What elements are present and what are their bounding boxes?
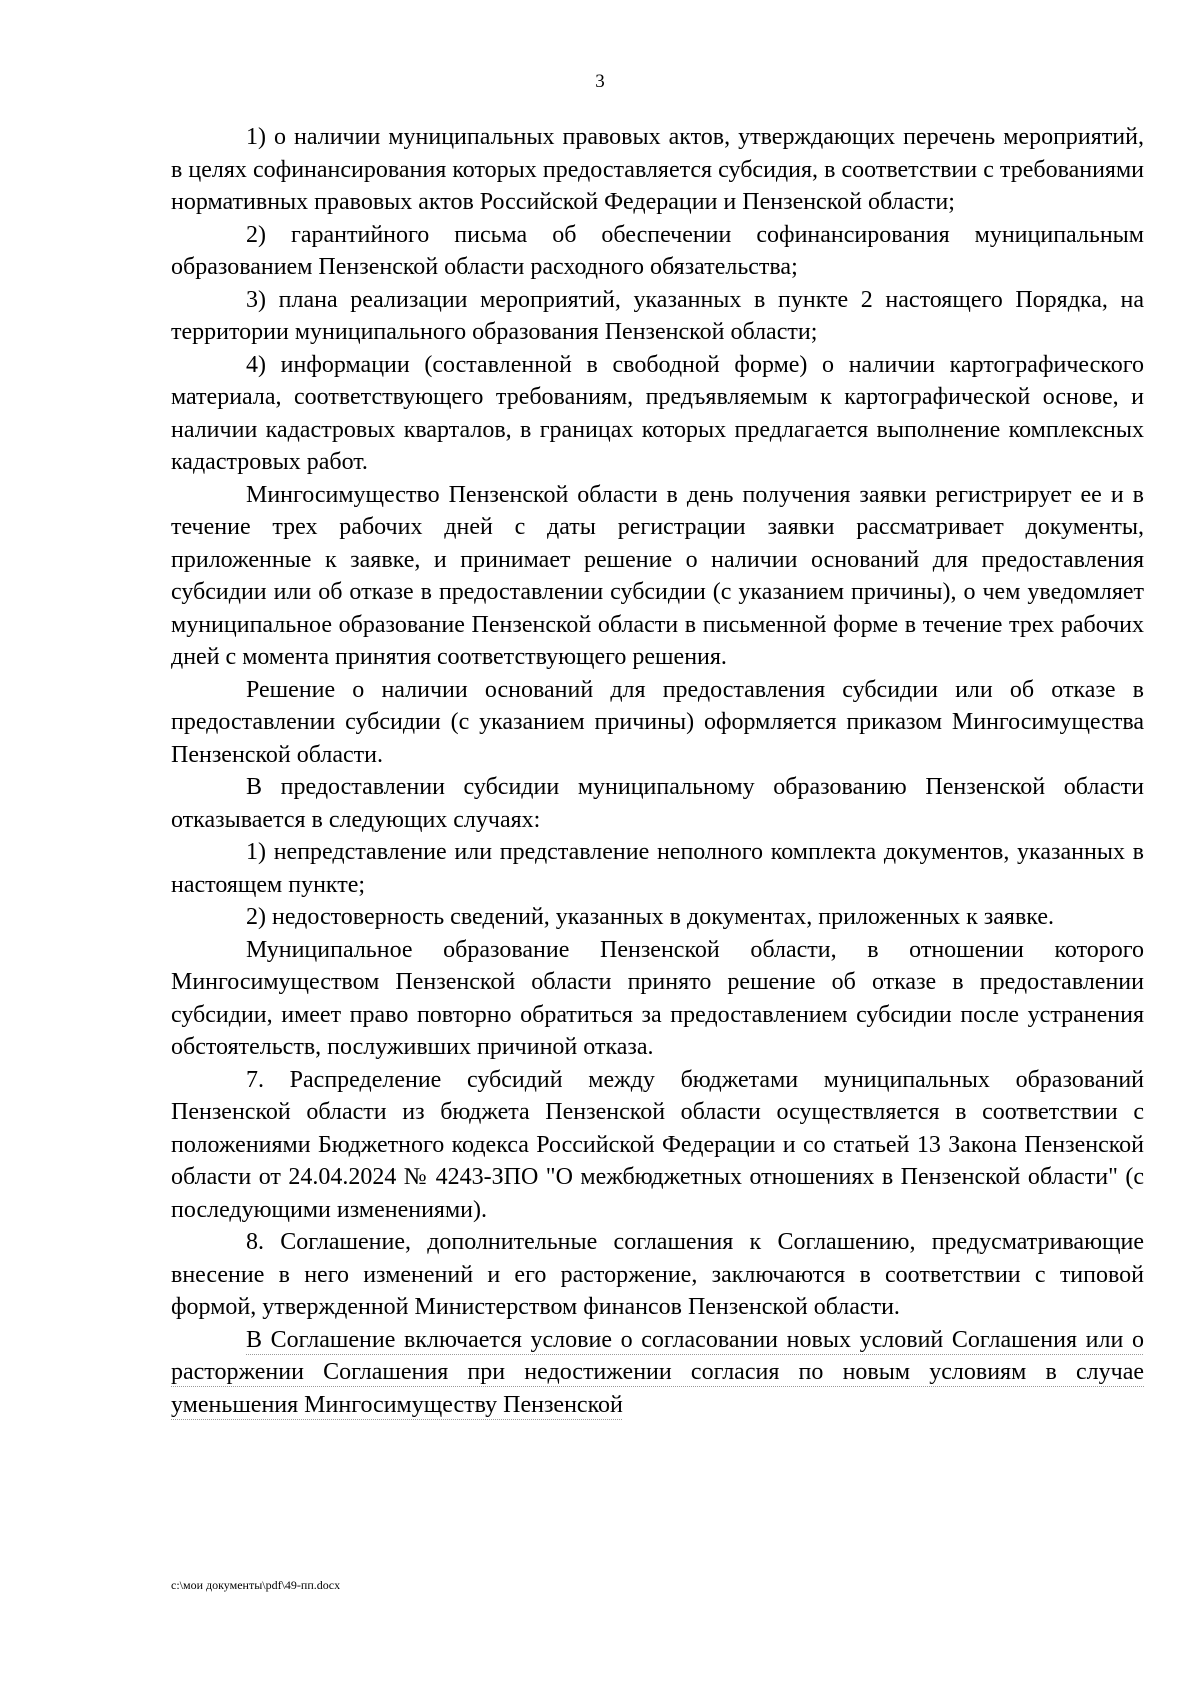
- page-number: 3: [595, 71, 605, 92]
- paragraph-agreement-conditions: В Соглашение включается условие о согласовании новых условий Соглашения или о расторжении Соглашения при недостижении согласия по новым условиям в случае уменьшения Мингосимуществу Пензенской: [171, 1326, 1144, 1418]
- paragraph-refusal-1: 1) непредставление или представление неполного комплекта документов, указанных в настоящем пункте;: [171, 839, 1144, 898]
- footer-file-path: c:\мои документы\pdf\49-пп.docx: [171, 1578, 341, 1592]
- paragraph-registration: Мингосимущество Пензенской области в день получения заявки регистрирует ее и в течение трех рабочих дней с даты регистрации заявки рассматривает документы, приложенные к заявке, и принимает решение о наличии оснований для предоставления субсидии или об отказе в предоставлении субсидии (с указанием причины), о чем уведомляет муниципальное образование Пензенской области в письменной форме в течение трех рабочих дней с момента принятия соответствующего решения.: [171, 481, 1144, 670]
- paragraph-item-4: 4) информации (составленной в свободной форме) о наличии картографического материала, соответствующего требованиям, предъявляемым к картографической основе, и наличии кадастровых кварталов, в границах которых предлагается выполнение комплексных кадастровых работ.: [171, 351, 1144, 475]
- paragraph-refusal-cases: В предоставлении субсидии муниципальному образованию Пензенской области отказывается в следующих случаях:: [171, 774, 1144, 833]
- document-body: [171, 121, 1144, 1421]
- paragraph-section-8: 8. Соглашение, дополнительные соглашения к Соглашению, предусматривающие внесение в него изменений и его расторжение, заключаются в соответствии с типовой формой, утвержденной Министерством финансов Пензенской области.: [171, 1229, 1144, 1320]
- paragraph-refusal-2: 2) недостоверность сведений, указанных в документах, приложенных к заявке.: [246, 904, 1054, 930]
- paragraph-reapply: Муниципальное образование Пензенской области, в отношении которого Мингосимуществом Пензенской области принято решение об отказе в предоставлении субсидии, имеет право повторно обратиться за предоставлением субсидии после устранения обстоятельств, послуживших причиной отказа.: [171, 936, 1144, 1060]
- paragraph-decision: Решение о наличии оснований для предоставления субсидии или об отказе в предоставлении субсидии (с указанием причины) оформляется приказом Мингосимущества Пензенской области.: [171, 676, 1144, 768]
- paragraph-item-3: 3) плана реализации мероприятий, указанных в пункте 2 настоящего Порядка, на территории муниципального образования Пензенской области;: [171, 286, 1144, 345]
- paragraph-item-1: 1) о наличии муниципальных правовых актов, утверждающих перечень мероприятий, в целях софинансирования которых предоставляется субсидия, в соответствии с требованиями нормативных правовых актов Российской Федерации и Пензенской области;: [171, 124, 1144, 215]
- paragraph-item-2: 2) гарантийного письма об обеспечении софинансирования муниципальным образованием Пензенской области расходного обязательства;: [171, 221, 1144, 280]
- paragraph-section-7: 7. Распределение субсидий между бюджетами муниципальных образований Пензенской области из бюджета Пензенской области осуществляется в соответствии с положениями Бюджетного кодекса Российской Федерации и со статьей 13 Закона Пензенской области от 24.04.2024 № 4243-ЗПО "О межбюджетных отношениях в Пензенской области" (с последующими изменениями).: [171, 1066, 1144, 1223]
